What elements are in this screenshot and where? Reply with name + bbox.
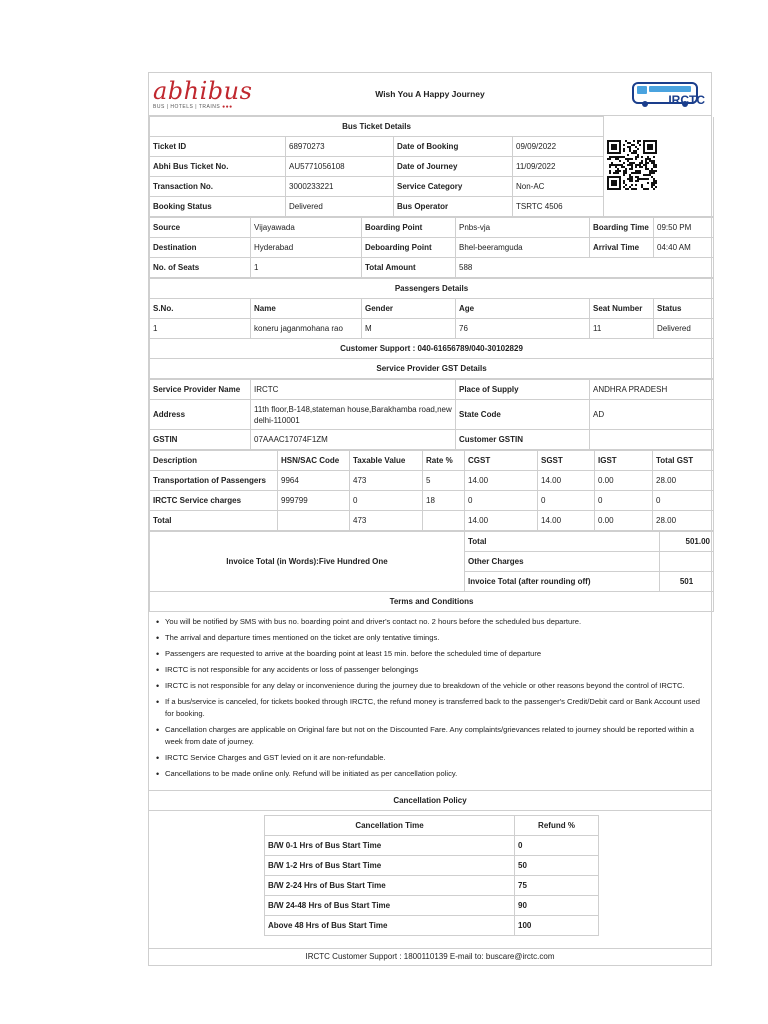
gst-cell: 0 <box>350 491 423 511</box>
boarding-point-label: Boarding Point <box>362 218 456 238</box>
seats-label: No. of Seats <box>150 258 251 278</box>
passengers-section-title: Passengers Details <box>150 279 714 299</box>
invoice-total-value: 501.00 <box>660 532 714 552</box>
table-row <box>150 511 714 531</box>
gst-cell: IRCTC Service charges <box>150 491 278 511</box>
col-cgst: CGST <box>465 451 538 471</box>
other-charges-label: Other Charges <box>465 552 660 572</box>
address-value: 11th floor,B-148,stateman house,Barakhamba road,new delhi-110001 <box>251 400 456 430</box>
gst-cell: 0 <box>465 491 538 511</box>
journey-date-label: Date of Journey <box>394 157 513 177</box>
irctc-logo <box>631 79 707 111</box>
gst-cell: 0 <box>595 491 653 511</box>
table-row <box>265 836 599 856</box>
ticket-document <box>148 72 712 966</box>
bus-operator-label: Bus Operator <box>394 197 513 217</box>
passenger-sno: 1 <box>150 319 251 339</box>
terms-list <box>149 612 711 791</box>
col-total-gst: Total GST <box>653 451 714 471</box>
customer-support: Customer Support : 040-61656789/040-30102829 <box>150 339 714 359</box>
table-row <box>265 896 599 916</box>
service-category-label: Service Category <box>394 177 513 197</box>
gst-cell: 0.00 <box>595 511 653 531</box>
deboarding-point-label: Deboarding Point <box>362 238 456 258</box>
customer-gstin-label: Customer GSTIN <box>456 430 590 450</box>
address-label: Address <box>150 400 251 430</box>
table-row <box>150 491 714 511</box>
cancel-refund: 75 <box>515 876 599 896</box>
cancellation-wrap <box>149 811 711 949</box>
qr-code-icon <box>607 140 657 190</box>
gst-cell: 14.00 <box>465 511 538 531</box>
source-value: Vijayawada <box>251 218 362 238</box>
customer-gstin-value <box>590 430 714 450</box>
gstin-label: GSTIN <box>150 430 251 450</box>
destination-label: Destination <box>150 238 251 258</box>
logo-wordmark: abhibus <box>153 77 253 105</box>
cancel-time: B/W 24-48 Hrs of Bus Start Time <box>265 896 515 916</box>
gst-cell: 28.00 <box>653 471 714 491</box>
ticket-header <box>149 73 711 116</box>
gst-cell: 0.00 <box>595 471 653 491</box>
state-code-value: AD <box>590 400 714 430</box>
list-item: • IRCTC Service Charges and GST levied on it are non-refundable. <box>155 752 705 764</box>
cancel-refund: 100 <box>515 916 599 936</box>
col-gender: Gender <box>362 299 456 319</box>
gst-section-title: Service Provider GST Details <box>150 359 714 379</box>
invoice-table <box>149 531 714 612</box>
col-rate: Rate % <box>423 451 465 471</box>
total-amount-value: 588 <box>456 258 714 278</box>
logo-dots: ●●● <box>222 104 233 110</box>
supply-value: ANDHRA PRADESH <box>590 380 714 400</box>
list-item: • You will be notified by SMS with bus no. boarding point and driver's contact no. 2 hours before the scheduled bus departure. <box>155 616 705 628</box>
list-item: • The arrival and departure times mentioned on the ticket are only tentative timings. <box>155 632 705 644</box>
gst-cell <box>278 511 350 531</box>
col-sgst: SGST <box>538 451 595 471</box>
passenger-age: 76 <box>456 319 590 339</box>
abhibus-ticket-label: Abhi Bus Ticket No. <box>150 157 286 177</box>
gst-provider-table <box>149 379 714 450</box>
total-amount-label: Total Amount <box>362 258 456 278</box>
gst-cell: 14.00 <box>538 511 595 531</box>
gst-breakdown-table <box>149 450 714 531</box>
passenger-seat: 11 <box>590 319 654 339</box>
abhibus-ticket-value: AU5771056108 <box>286 157 394 177</box>
col-hsn: HSN/SAC Code <box>278 451 350 471</box>
booking-status-value: Delivered <box>286 197 394 217</box>
passengers-table <box>149 278 714 379</box>
gst-cell: Total <box>150 511 278 531</box>
col-age: Age <box>456 299 590 319</box>
terms-section-title: Terms and Conditions <box>150 592 714 612</box>
cancellation-section-title: Cancellation Policy <box>149 791 711 811</box>
seats-value: 1 <box>251 258 362 278</box>
gst-cell: 999799 <box>278 491 350 511</box>
gst-cell: 473 <box>350 511 423 531</box>
list-item: • Cancellation charges are applicable on Original fare but not on the Discounted Fare. Any complaints/grievances related to journey should be reported within a week from date of journey. <box>155 724 705 748</box>
gst-cell <box>423 511 465 531</box>
gst-cell: 14.00 <box>538 471 595 491</box>
col-taxable: Taxable Value <box>350 451 423 471</box>
cancel-time: B/W 0-1 Hrs of Bus Start Time <box>265 836 515 856</box>
table-row <box>150 471 714 491</box>
cancel-time: Above 48 Hrs of Bus Start Time <box>265 916 515 936</box>
ticket-id-value: 68970273 <box>286 137 394 157</box>
passenger-status: Delivered <box>654 319 714 339</box>
cancel-time: B/W 2-24 Hrs of Bus Start Time <box>265 876 515 896</box>
ticket-id-label: Ticket ID <box>150 137 286 157</box>
provider-value: IRCTC <box>251 380 456 400</box>
rounded-total-value: 501 <box>660 572 714 592</box>
deboarding-point-value: Bhel-beeramguda <box>456 238 590 258</box>
cancel-refund: 0 <box>515 836 599 856</box>
booking-status-label: Booking Status <box>150 197 286 217</box>
invoice-total-label: Total <box>465 532 660 552</box>
list-item: • IRCTC is not responsible for any delay or inconvenience during the journey due to breakdown of the vehicle or other reasons beyond the control of IRCTC. <box>155 680 705 692</box>
gst-cell: 473 <box>350 471 423 491</box>
service-category-value: Non-AC <box>513 177 604 197</box>
bus-ticket-table <box>149 116 714 217</box>
list-item: • Passengers are requested to arrive at the boarding point at least 15 min. before the scheduled time of departure <box>155 648 705 660</box>
boarding-time-label: Boarding Time <box>590 218 654 238</box>
supply-label: Place of Supply <box>456 380 590 400</box>
journey-table <box>149 217 714 278</box>
booking-date-label: Date of Booking <box>394 137 513 157</box>
table-row <box>265 856 599 876</box>
table-row <box>265 916 599 936</box>
list-item: • Cancellations to be made online only. Refund will be initiated as per cancellation policy. <box>155 768 705 780</box>
invoice-total-words: Invoice Total (in Words):Five Hundred One <box>150 532 465 592</box>
passenger-gender: M <box>362 319 456 339</box>
qr-cell <box>604 117 714 217</box>
other-charges-value <box>660 552 714 572</box>
source-label: Source <box>150 218 251 238</box>
col-refund: Refund % <box>515 816 599 836</box>
arrival-time-label: Arrival Time <box>590 238 654 258</box>
boarding-time-value: 09:50 PM <box>654 218 714 238</box>
gst-cell: 0 <box>538 491 595 511</box>
cancel-time: B/W 1-2 Hrs of Bus Start Time <box>265 856 515 876</box>
provider-label: Service Provider Name <box>150 380 251 400</box>
list-item: • IRCTC is not responsible for any accidents or loss of passenger belongings <box>155 664 705 676</box>
irctc-label: IRCTC <box>668 93 705 107</box>
passenger-name: koneru jaganmohana rao <box>251 319 362 339</box>
list-item: • If a bus/service is canceled, for tickets booked through IRCTC, the refund money is transferred back to the passenger's Credit/Debit card or Bank Account used for booking. <box>155 696 705 720</box>
logo-tagline-text: BUS | HOTELS | TRAINS <box>153 104 221 110</box>
col-name: Name <box>251 299 362 319</box>
col-status: Status <box>654 299 714 319</box>
state-code-label: State Code <box>456 400 590 430</box>
gst-cell: 18 <box>423 491 465 511</box>
table-row <box>265 876 599 896</box>
transaction-label: Transaction No. <box>150 177 286 197</box>
cancel-refund: 90 <box>515 896 599 916</box>
gstin-value: 07AAAC17074F1ZM <box>251 430 456 450</box>
footer-support: IRCTC Customer Support : 1800110139 E-mail to: buscare@irctc.com <box>305 952 555 961</box>
cancellation-table <box>264 815 599 936</box>
journey-date-value: 11/09/2022 <box>513 157 604 177</box>
col-igst: IGST <box>595 451 653 471</box>
table-row <box>150 319 714 339</box>
page-title: Wish You A Happy Journey <box>375 89 485 99</box>
rounded-total-label: Invoice Total (after rounding off) <box>465 572 660 592</box>
col-seat: Seat Number <box>590 299 654 319</box>
col-sno: S.No. <box>150 299 251 319</box>
gst-cell: 14.00 <box>465 471 538 491</box>
gst-cell: 9964 <box>278 471 350 491</box>
bus-ticket-section-title: Bus Ticket Details <box>150 117 604 137</box>
transaction-value: 3000233221 <box>286 177 394 197</box>
arrival-time-value: 04:40 AM <box>654 238 714 258</box>
col-description: Description <box>150 451 278 471</box>
booking-date-value: 09/09/2022 <box>513 137 604 157</box>
gst-cell: 5 <box>423 471 465 491</box>
col-cancellation-time: Cancellation Time <box>265 816 515 836</box>
cancel-refund: 50 <box>515 856 599 876</box>
gst-cell: Transportation of Passengers <box>150 471 278 491</box>
gst-cell: 28.00 <box>653 511 714 531</box>
bus-operator-value: TSRTC 4506 <box>513 197 604 217</box>
gst-cell: 0 <box>653 491 714 511</box>
destination-value: Hyderabad <box>251 238 362 258</box>
boarding-point-value: Pnbs-vja <box>456 218 590 238</box>
